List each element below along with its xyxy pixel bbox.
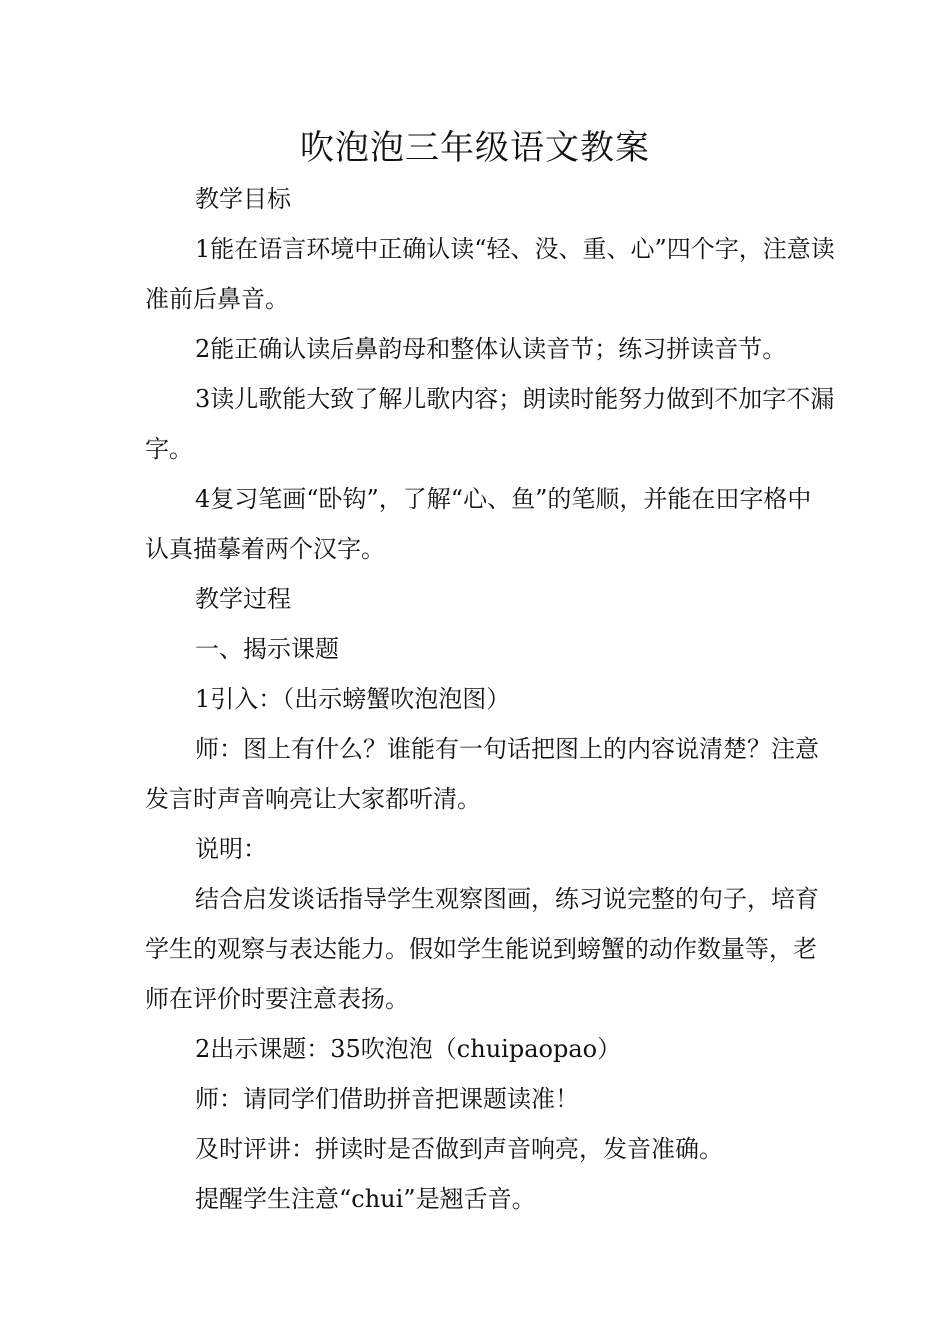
timely-review: 及时评讲：拼读时是否做到声音响亮，发音准确。 [195, 1135, 723, 1163]
goal-2: 2能正确认读后鼻韵母和整体认读音节；练习拼读音节。 [195, 335, 787, 363]
teacher-question: 师：图上有什么？谁能有一句话把图上的内容说清楚？注意发言时声音响亮让大家都听清。 [145, 735, 819, 813]
goal-1: 1能在语言环境中正确认读“轻、没、重、心”四个字，注意读准前后鼻音。 [145, 235, 835, 313]
reminder: 提醒学生注意“chui”是翘舌音。 [195, 1185, 536, 1213]
step-show-topic: 2出示课题：35吹泡泡（chuipaopao） [195, 1035, 622, 1063]
section-reveal-topic: 一、揭示课题 [195, 635, 339, 663]
teacher-instruction: 师：请同学们借助拼音把课题读准！ [195, 1085, 579, 1113]
note-label: 说明： [195, 835, 267, 863]
heading-teaching-goals: 教学目标 [195, 185, 291, 213]
goal-3: 3读儿歌能大致了解儿歌内容；朗读时能努力做到不加字不漏字。 [145, 385, 835, 463]
heading-teaching-process: 教学过程 [195, 585, 291, 613]
goal-4: 4复习笔画“卧钩”，了解“心、鱼”的笔顺，并能在田字格中认真描摹着两个汉字。 [145, 485, 812, 563]
document-title: 吹泡泡三年级语文教案 [300, 128, 650, 168]
step-introduction: 1引入：（出示螃蟹吹泡泡图） [195, 685, 511, 713]
note-text: 结合启发谈话指导学生观察图画，练习说完整的句子，培育学生的观察与表达能力。假如学生能说到螃蟹的动作数量等，老师在评价时要注意表扬。 [145, 885, 819, 1013]
